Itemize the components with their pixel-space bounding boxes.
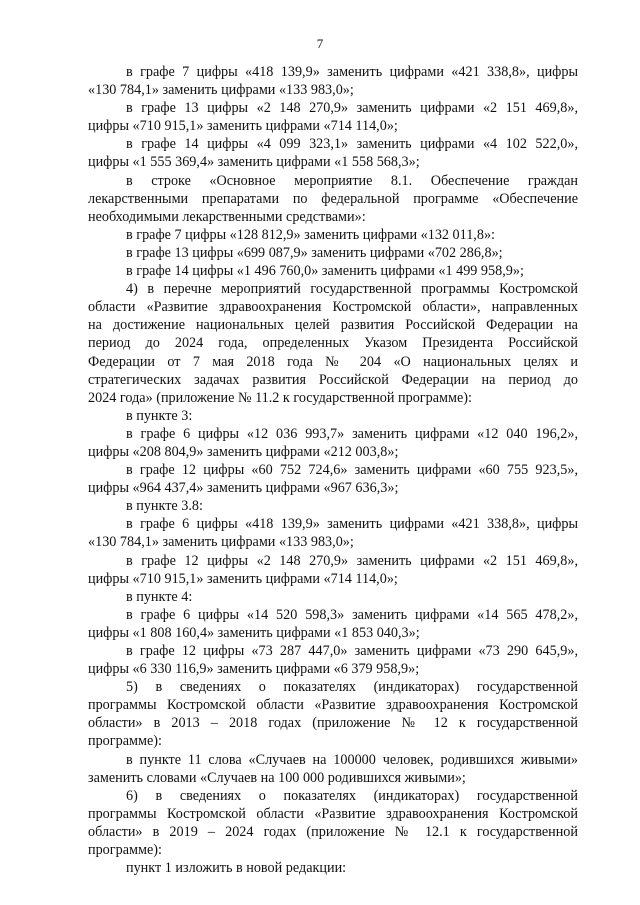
text-line: лекарственными препаратами по федеральной программе «Обеспечение [88,190,578,207]
text-line: области «Развитие здравоохранения Костромской области», направленных [88,299,578,316]
text-line: 6) в сведениях о показателях (индикаторах) государственной [126,787,578,804]
text-line: 2024 года» (приложение № 11.2 к государственной программе): [88,389,472,406]
text-line: «130 784,1» заменить цифрами «133 983,0»; [88,534,354,551]
text-line: программе): [88,842,162,859]
text-line: в графе 6 цифры «418 139,9» заменить цифрами «421 338,8», цифры [126,516,578,533]
text-line: «130 784,1» заменить цифрами «133 983,0»; [88,82,354,99]
text-line: в графе 6 цифры «12 036 993,7» заменить цифрами «12 040 196,2», [126,425,578,442]
document-body [88,63,578,877]
text-line: цифры «1 808 160,4» заменить цифрами «1 853 040,3»; [88,624,420,641]
text-line: в графе 14 цифры «1 496 760,0» заменить цифрами «1 499 958,9»; [126,263,524,280]
text-line: в графе 12 цифры «2 148 270,9» заменить цифрами «2 151 469,8», [126,552,578,569]
text-line: пункт 1 изложить в новой редакции: [126,860,347,877]
text-line: Федерации от 7 мая 2018 года № 204 «О национальных целях и [88,353,578,370]
text-line: в графе 12 цифры «73 287 447,0» заменить цифрами «73 290 645,9», [126,643,578,659]
text-line: в графе 7 цифры «128 812,9» заменить цифрами «132 011,8»: [126,226,495,243]
text-line: в пункте 4: [126,588,193,605]
text-line: цифры «710 915,1» заменить цифрами «714 114,0»; [88,118,398,135]
text-line: в графе 6 цифры «14 520 598,3» заменить цифрами «14 565 478,2», [126,606,578,623]
text-line: цифры «964 437,4» заменить цифрами «967 636,3»; [88,480,399,497]
text-line: в пункте 11 слова «Случаев на 100000 человек, родившихся живыми» [126,751,578,768]
text-line: заменить словами «Случаев на 100 000 родившихся живыми»; [88,769,466,786]
text-line: в графе 13 цифры «699 087,9» заменить цифрами «702 286,8»; [126,244,503,261]
text-line: период до 2024 года, определенных Указом Президента Российской [88,335,578,352]
text-line: области» в 2019 – 2024 годах (приложение № 12.1 к государственной [88,823,578,840]
text-line: в строке «Основное мероприятие 8.1. Обеспечение граждан [126,172,578,189]
text-line: в графе 14 цифры «4 099 323,1» заменить цифрами «4 102 522,0», [126,136,578,153]
text-line: программы Костромской области «Развитие здравоохранения Костромской [88,805,578,822]
text-line: программы Костромской области «Развитие здравоохранения Костромской [88,697,578,714]
text-line: стратегических задачах развития Российской Федерации на период до [88,371,578,388]
text-line: цифры «710 915,1» заменить цифрами «714 114,0»; [88,570,398,587]
text-line: на достижение национальных целей развития Российской Федерации на [88,317,578,334]
text-line: программе): [88,733,162,750]
text-line: области» в 2013 – 2018 годах (приложение № 12 к государственной [88,715,578,732]
text-line: 4) в перечне мероприятий государственной программы Костромской [126,281,578,298]
text-line: цифры «208 804,9» заменить цифрами «212 003,8»; [88,443,399,460]
text-line: в пункте 3.8: [126,498,203,515]
text-line: необходимыми лекарственными средствами»: [88,208,366,225]
text-line: 5) в сведениях о показателях (индикаторах) государственной [126,679,578,696]
page-number: 7 [316,36,324,51]
text-line: в пункте 3: [126,407,193,424]
text-line: в графе 12 цифры «60 752 724,6» заменить цифрами «60 755 923,5», [126,462,578,479]
text-line: цифры «1 555 369,4» заменить цифрами «1 558 568,3»; [88,154,420,171]
text-line: в графе 7 цифры «418 139,9» заменить цифрами «421 338,8», цифры [126,64,578,80]
text-line: цифры «6 330 116,9» заменить цифрами «6 379 958,9»; [88,661,420,678]
text-line: в графе 13 цифры «2 148 270,9» заменить цифрами «2 151 469,8», [126,100,578,117]
